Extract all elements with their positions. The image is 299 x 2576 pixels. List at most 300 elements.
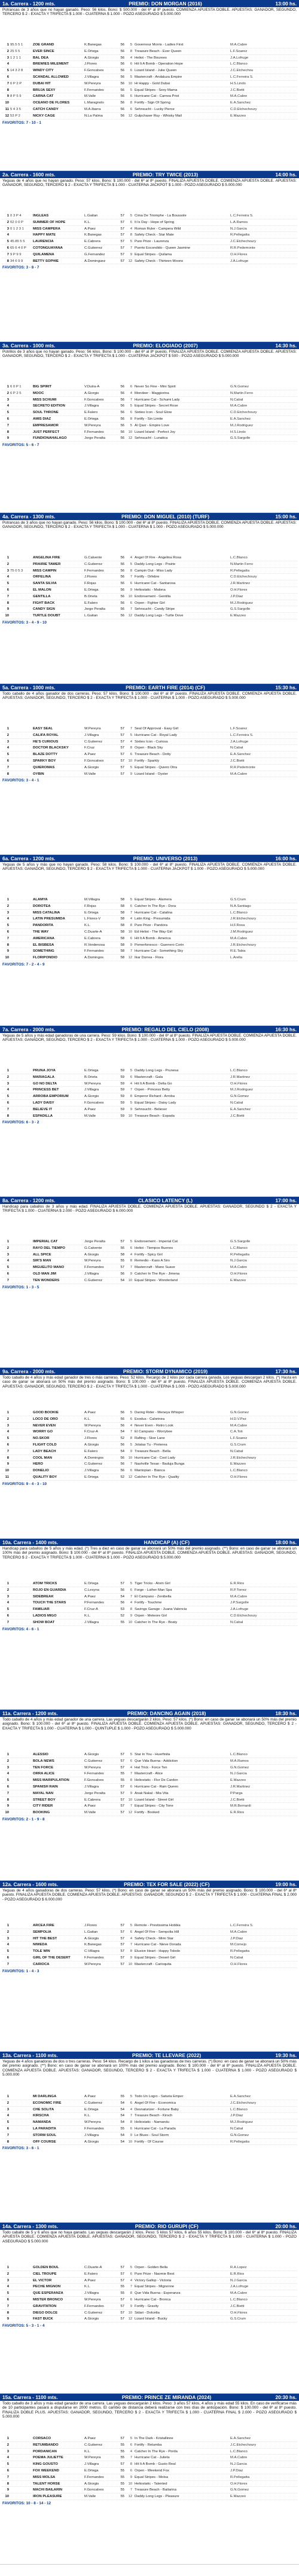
entry-weight: 57 — [120, 2437, 124, 2440]
entry-weight: 56 — [120, 398, 124, 402]
horse-name: MOOC — [33, 391, 44, 395]
entry-weight: 58 — [120, 949, 124, 954]
entry-number: 5 — [7, 411, 9, 415]
entry-pedigree: Elusive Heart - Happy Toledo — [135, 1949, 181, 1954]
entry-weight: 57 — [120, 759, 124, 763]
race-conditions: Todo caballo de 4 años y más edad ganador de tres o más carreras. Peso: 52 kilos. Recargo de 2 kilos por cada carrera ganada. Los yeguas descargan 2 kilos. (*) Hasta en caso de ganar se abonará un 50% más del premio asignado. Bono: $ 100.000 - del 6º al 8º puesto. FINALIZA APUESTA DOBLE. COMIENZA APUESTA DOBLE. APUESTAS: GANADOR, SEGUNDO, TERCERO $ 2 - EXACTA Y TRIFECTA $ 1.000 - CUATERNA $ 1.000 - POZO ASEGURADO $ 5.000.000 — [2, 1376, 297, 1389]
race-favorites: FAVORITOS: 1 - 4 - 3 — [2, 1969, 39, 1973]
entry-weight: 57 — [120, 1759, 124, 1763]
entry-weight: 57 — [120, 1798, 124, 1802]
entry-weight: 58 — [120, 956, 124, 960]
horse-name: KING GOUSTO — [33, 2462, 58, 2467]
horse-name: SCANDAL ALLOWED — [33, 75, 69, 79]
entry-number: 4 — [7, 1943, 9, 1947]
horse-name: CANDY SIGN — [33, 607, 55, 612]
race-header — [0, 0, 299, 7]
entry-weight: 56 — [120, 430, 124, 434]
entry-weight: 56 — [120, 404, 124, 408]
horse-name: CHE SOLITA — [33, 2107, 54, 2111]
race-number: 7a. Carrera - 2000 mts. — [2, 1026, 56, 1032]
entry-odds: 10 — [128, 430, 132, 434]
entry-weight: 56 — [120, 1456, 124, 1460]
entry-row — [2, 232, 297, 239]
entry-pedigree: Hurricane Cat - La Parada — [135, 2126, 176, 2131]
entry-weight: 59 — [120, 1069, 124, 1072]
entry-number: 5 — [7, 2462, 9, 2467]
horse-name: TOUCH THE STARS — [33, 1601, 66, 1605]
race-prize: PREMIO: TE LLEVARE (2022) — [132, 2052, 202, 2058]
entry-odds: 8 — [130, 1608, 132, 1612]
trainer-name: R.Pellegatta — [230, 569, 250, 573]
entry-recent-form — [10, 580, 33, 586]
trainer-name: L.C.Blanco — [230, 1069, 248, 1072]
entry-row — [2, 1765, 297, 1771]
trainer-name: J.M.Rodriguez — [230, 930, 253, 934]
trainer-name: N.Cabal — [230, 1101, 243, 1105]
horse-name: PORDANICAN — [33, 2449, 57, 2453]
entry-weight: 57 — [120, 246, 124, 250]
horse-name: EL VICTOR — [33, 2278, 52, 2282]
race-number: 5a. Carrera - 1000 mts. — [2, 685, 56, 690]
entry-row — [2, 1619, 297, 1626]
entry-weight: 56 — [120, 81, 124, 85]
entry-odds: 8 — [130, 2291, 132, 2296]
entry-pedigree: Daddy Long Legs - Prunesa — [135, 1069, 179, 1072]
entry-number: 5 — [7, 1095, 9, 1099]
entry-pedigree: Campin Out - Miss Lady — [135, 569, 173, 573]
horse-name: DOROTEA — [33, 904, 51, 908]
trainer-name: N.Cabal — [230, 1449, 243, 1453]
race-section — [0, 0, 299, 171]
jockey-name: E.Ortega — [84, 1582, 99, 1585]
entry-row — [2, 2442, 297, 2449]
entry-odds: 7 — [130, 1804, 132, 1808]
entry-row — [2, 1278, 297, 1284]
entry-odds: 4 — [130, 1081, 132, 1086]
entry-pedigree: Exodus - Calorinea — [135, 1417, 165, 1421]
entry-pedigree: Victory Gallop - Victoria — [135, 2278, 172, 2282]
entry-row — [2, 765, 297, 771]
horse-name: CIEL TROUPE — [33, 2272, 57, 2276]
entry-pedigree: Gulpchaser Ruy - Whisky Mail — [135, 114, 182, 118]
entry-recent-form: 8 P 5 9 — [10, 94, 22, 99]
trainer-name: R.A.Lopez — [230, 2266, 247, 2269]
jockey-name: W.Pereyra — [84, 1765, 101, 1770]
trainer-name: N.J.Garcia — [230, 1772, 247, 1776]
entry-weight: 57 — [120, 1582, 124, 1585]
entry-number: 5 — [7, 2291, 9, 2296]
jockey-name: A.Paez — [84, 1107, 96, 1111]
entry-number: 7 — [7, 1449, 9, 1453]
entry-row — [2, 245, 297, 252]
entry-weight: 56 — [120, 1423, 124, 1428]
entry-odds: 8 — [130, 1259, 132, 1263]
entry-odds: 5 — [130, 43, 132, 47]
entry-number: 6 — [7, 2297, 9, 2302]
race-prize: PREMIO: TEX FOR SALE (2022) (CF) — [124, 1881, 210, 1887]
entry-odds: 4 — [130, 2278, 132, 2282]
trainer-name: R.Pellegatta — [230, 2475, 250, 2479]
trainer-name: G.S.Sargolle — [230, 1240, 251, 1243]
horse-name: SOMETHING — [33, 949, 54, 954]
jockey-name: W.Pereyra — [84, 423, 101, 427]
jockey-name: W.Pereyra — [84, 1259, 101, 1263]
entry-recent-form — [10, 1107, 33, 1113]
entry-number: 7 — [7, 1107, 9, 1111]
entry-weight: 56 — [120, 607, 124, 612]
race-conditions: Potrancas de 3 años que no hayan ganado. Peso: 56 kilos. Bono: $ 500.000 - del 6º al 8º puesto. COMIENZA APUESTA DOBLE. APUESTAS: GANADOR, SEGUNDO, TERCERO $ 2 - EXACTA Y TRIFECTA $ 1.000 - CUATERNA $ 1.000 - POZO ASEGURADO $ 5.000.000 — [2, 8, 297, 17]
race-time: 20:00 hs. — [275, 2223, 297, 2229]
jockey-name: F.Fernandes — [84, 1772, 104, 1776]
entry-weight: 54 — [120, 2107, 124, 2111]
horse-name: DOCTOR BLACKSKY — [33, 746, 69, 750]
entry-number: 7 — [7, 1278, 9, 1282]
entry-row — [2, 1771, 297, 1777]
jockey-name: F.Goncalves — [84, 69, 104, 73]
entry-pedigree: Hurricane Cat - Carnea Prist — [135, 94, 179, 99]
entry-row — [2, 1423, 297, 1429]
entry-odds: 9 — [130, 2475, 132, 2479]
trainer-name: J.C.Etchechoury — [230, 240, 257, 244]
entry-weight: 56 — [120, 436, 124, 441]
horse-name: SPARKY BOY — [33, 759, 56, 763]
entry-pedigree: Equal Stripes - Wonderland — [135, 1278, 178, 1282]
entry-weight: 56 — [120, 1246, 124, 1250]
jockey-name: A.Paez — [84, 2278, 96, 2282]
entry-pedigree: Desnaturizer - Fortune Baby — [135, 2107, 179, 2111]
horse-name: EASY SEAL — [33, 727, 53, 731]
entry-weight: 59 — [120, 1081, 124, 1086]
trainer-name: R.Pellegatta — [230, 2140, 250, 2144]
entry-weight: 57 — [120, 746, 124, 750]
entry-recent-form — [10, 897, 33, 903]
entry-weight: 56 — [120, 1588, 124, 1592]
jockey-name: E.Ortega — [84, 2468, 99, 2473]
entry-odds: 4 — [130, 917, 132, 921]
horse-name: SPANISH RAIN — [33, 1784, 58, 1789]
entry-number: 6 — [7, 1955, 9, 1960]
jockey-name: J.Flores — [84, 1437, 97, 1441]
entry-row — [2, 1758, 297, 1765]
entry-recent-form — [10, 1068, 33, 1074]
entry-odds: 8 — [130, 924, 132, 928]
entry-row — [2, 942, 297, 949]
entry-row — [2, 1449, 297, 1455]
trainer-name: E.R.Rios — [230, 1811, 245, 1815]
trainer-name: N.Cabal — [230, 2126, 243, 2131]
entry-odds: 6 — [130, 936, 132, 940]
entry-pedigree: Lizard Island - Juke Queen — [135, 69, 177, 73]
entry-recent-form — [10, 1461, 33, 1467]
entry-pedigree: Anak Nakal - Mia Vita — [135, 1791, 169, 1795]
jockey-name: E.Ortega — [84, 1475, 99, 1479]
entry-number: 3 — [7, 740, 9, 744]
entry-pedigree: Sehnsucht - Lucky Pierce — [135, 107, 175, 111]
jockey-name: A.Paez — [84, 1594, 96, 1599]
entry-row — [2, 594, 297, 600]
entry-weight: 56 — [120, 69, 124, 73]
entry-recent-form — [10, 2265, 33, 2271]
entry-pedigree: Never So Fine - Mini Spirit — [135, 385, 176, 389]
entry-number: 1 — [7, 2095, 9, 2098]
entry-odds: 8 — [130, 2462, 132, 2467]
entry-odds: 6 — [130, 1784, 132, 1789]
horse-name: MISTER BRONCO — [33, 2297, 63, 2302]
entry-recent-form — [10, 739, 33, 745]
entry-number: 1 — [7, 556, 9, 560]
jockey-name: K.L. — [84, 924, 91, 928]
jockey-name: K.L. — [84, 1417, 91, 1421]
jockey-name: C.Gutierrez — [84, 1278, 103, 1282]
entry-weight: 57 — [120, 1266, 124, 1270]
entry-number: 2 — [7, 2443, 9, 2447]
entry-number: 8 — [7, 1114, 9, 1118]
entry-weight: 55 — [120, 2291, 124, 2296]
entry-row — [2, 1461, 297, 1468]
entry-number: 9 — [7, 1462, 9, 1466]
entry-weight: 54 — [120, 2120, 124, 2125]
entry-recent-form — [10, 1474, 33, 1480]
entry-recent-form — [10, 1074, 33, 1080]
race-header — [0, 2223, 299, 2230]
entry-weight: 58 — [120, 917, 124, 921]
entry-recent-form — [10, 1239, 33, 1245]
jockey-name: R.Verdenosa — [84, 943, 105, 947]
entry-pedigree: Mantopian - Bianca — [135, 1469, 165, 1473]
entry-row — [2, 1416, 297, 1423]
entry-weight: 57 — [120, 772, 124, 776]
entry-number: 9 — [7, 436, 9, 441]
entry-pedigree: Hit It A Bomb - America — [135, 936, 171, 940]
entry-odds: 10 — [128, 81, 132, 85]
entry-row — [2, 106, 297, 113]
entry-number: 7 — [7, 252, 9, 256]
entry-pedigree: Emperor Richard - Arroba — [135, 1095, 175, 1099]
trainer-name: H.D.V.Pez — [230, 1417, 246, 1421]
trainer-name: E.A.Sanchez — [230, 417, 251, 421]
trainer-name: G.S.Sargolle — [230, 436, 251, 441]
entry-row — [2, 87, 297, 94]
jockey-name: M.Valle — [84, 2495, 96, 2499]
trainer-name: E.A.Sanchez — [230, 1107, 251, 1111]
entry-odds: 6 — [130, 220, 132, 224]
entries-list — [0, 2094, 299, 2145]
trainer-name: J.C.Bietti — [230, 2304, 245, 2308]
entry-weight: 56 — [120, 1417, 124, 1421]
trainer-name: M.A.Cabre — [230, 404, 248, 408]
trainer-name: L.F.Soarez — [230, 1437, 248, 1441]
entry-number: 10 — [5, 1811, 9, 1815]
entry-pedigree: El Campano - Worrybee — [135, 1430, 173, 1434]
entry-odds: 9 — [130, 943, 132, 947]
race-conditions: Potrillos de 3 años que no hayan ganado. Peso: 56 kilos. Bono: $ 100.000 - del 6º al 8º puesto. FINALIZA APUESTA DOBLE. COMIENZA APUESTA DOBLE. APUESTAS: GANADOR, SEGUNDO, TERCERO $ 2 - EXACTA Y TRIFECTA $ 1.000 - CUATERNA JACKPOT $ 500 - POZO ASEGURADO $ 5.000.000 — [2, 350, 297, 359]
entry-odds: 6 — [130, 62, 132, 66]
race-number: 1a. Carrera - 1200 mts. — [2, 1, 56, 7]
entry-odds: 5 — [130, 1411, 132, 1414]
entry-odds: 10 — [128, 1114, 132, 1118]
horse-name: BOLA NEWS — [33, 1759, 54, 1763]
race-header — [0, 342, 299, 349]
entry-number: 1 — [7, 1240, 9, 1243]
entry-row — [2, 1068, 297, 1074]
entry-pedigree: Roman Ruler - Campera Wild — [135, 227, 181, 231]
entry-row — [2, 771, 297, 778]
race-time: 14:30 hs. — [275, 343, 297, 349]
entry-number: 6 — [7, 1443, 9, 1447]
entry-row — [2, 48, 297, 55]
entry-recent-form — [10, 2468, 33, 2474]
jockey-name: W.Pereyra — [84, 2120, 101, 2125]
entry-odds: 8 — [130, 1095, 132, 1099]
race-number: 2a. Carrera - 1600 mts. — [2, 172, 56, 178]
entry-recent-form: 6 P 2 P — [10, 81, 22, 85]
horse-name: ALL SPICE — [33, 1252, 51, 1257]
entry-pedigree: Fortify - Spicy Girl — [135, 1252, 163, 1257]
entry-number: 1 — [7, 2266, 9, 2269]
entry-pedigree: Endorsement - Imperial Cat — [135, 1240, 178, 1243]
race-conditions: Handicap para caballos de 3 años y más edad. FINALIZA APUESTA DOBLE. COMIENZA APUESTA DOBLE. APUESTAS: GANADOR, SEGUNDO $ 2 - EXACTA Y TRIFECTA $ 1.000 - CUATERNA $ 2.000 - POZO ASEGURADO $ 6.000.000 — [2, 1205, 297, 1214]
entry-pedigree: Hurricane Cat - Something Sky — [135, 949, 184, 954]
entry-recent-form — [10, 1258, 33, 1264]
trainer-name: L.C.Blanco — [230, 2449, 248, 2453]
trainer-name: N.Martin Ferro — [230, 391, 253, 395]
jockey-name: Jorge Peralta — [84, 607, 106, 612]
entry-row — [2, 1107, 297, 1113]
entry-odds: 8 — [130, 49, 132, 53]
horse-name: FIGHT BACK — [33, 601, 55, 605]
horse-name: WINDY CITY — [33, 69, 54, 73]
entry-recent-form — [10, 2297, 33, 2303]
entry-recent-form — [10, 2474, 33, 2480]
entry-recent-form — [10, 1803, 33, 1809]
entry-row — [2, 2494, 297, 2500]
entry-number: 2 — [7, 2272, 9, 2276]
entry-pedigree: Mastercraft - Gala — [135, 1075, 163, 1079]
entry-row — [2, 955, 297, 961]
race-conditions: Handicap para caballos de 5 años y más edad. (*) Tres a diez en caso de ganar se abonará un 50% más del premio asignado. (**) Bono: en caso de ganar se abonará un 100% más del premio asignado. Bono: $ 100.000 - del 6º al 8º puesto. FINALIZA APUESTA DOBLE. COMIENZA APUESTA DOBLE. APUESTAS: GANADOR, SEGUNDO, TERCERO $ 2 - EXACTA Y TRIFECTA $ 1.000 - CUATERNA $ 1.000 - POZO ASEGURADO $ 5.000.000 — [2, 1547, 297, 1560]
entry-number: 7 — [7, 765, 9, 769]
race-header — [0, 684, 299, 691]
entry-weight: 57 — [120, 1924, 124, 1927]
entry-row — [2, 758, 297, 765]
horse-name: AMERICANA — [33, 936, 54, 940]
race-time: 17:30 hs. — [275, 1368, 297, 1374]
trainer-name: O.H.Flores — [230, 1081, 248, 1086]
horse-name: IRON PLEASURE — [33, 2495, 62, 2499]
entry-row — [2, 751, 297, 758]
entry-row — [2, 435, 297, 442]
entry-odds: 6 — [130, 1246, 132, 1250]
jockey-name: J.Villagra — [84, 1469, 99, 1473]
horse-name: BETTY SOPHIE — [33, 259, 59, 263]
entry-number: 3 — [7, 1252, 9, 1257]
entry-odds: 4 — [130, 1936, 132, 1941]
entry-weight: 56 — [120, 385, 124, 389]
entry-number: 2 — [7, 1075, 9, 1079]
entry-pedigree: Fortify - Sin Limite — [135, 417, 163, 421]
jockey-name: A.Giorgis — [84, 2317, 99, 2321]
trainer-name: R.Pellegatta — [230, 1949, 250, 1954]
horse-name: IMPERIAL CAT — [33, 1240, 58, 1243]
entry-pedigree: Mastercraft - Mano Suave — [135, 1266, 175, 1270]
entry-odds: 9 — [130, 588, 132, 592]
entry-row — [2, 574, 297, 580]
trainer-name: G.N.Gomez — [230, 385, 249, 389]
race-header — [0, 2394, 299, 2401]
jockey-name: A.Paez — [84, 227, 96, 231]
race-section — [0, 342, 299, 513]
entry-row — [2, 1923, 297, 1929]
trainer-name: M.J.Rodriguez — [230, 423, 253, 427]
horse-name: ZOE GRAND — [33, 43, 54, 47]
entry-weight: 57 — [120, 2311, 124, 2315]
entry-pedigree: Heliostatic - Namandu — [135, 2120, 169, 2125]
race-section — [0, 1881, 299, 2052]
entry-recent-form — [10, 435, 33, 441]
entry-weight: 55 — [120, 1779, 124, 1783]
entry-recent-form: 95.5 5 1 — [10, 43, 23, 47]
entry-pedigree: It Is Day - Hope of Spring — [135, 220, 175, 224]
horse-name: RETUMBANDO — [33, 2443, 59, 2447]
entry-row — [2, 2481, 297, 2488]
entry-pedigree: Fortify - Sign Of Spring — [135, 101, 170, 105]
horse-name: ALESSIO — [33, 1753, 48, 1756]
entry-recent-form — [10, 1455, 33, 1461]
entry-odds: 6 — [130, 94, 132, 99]
entry-weight: 55 — [120, 2126, 124, 2131]
trainer-name: J.C.Bietti — [230, 88, 245, 92]
horse-name: FUNDIONAHALAGO — [33, 436, 67, 441]
horse-name: COTONGUAYANA — [33, 246, 63, 250]
entry-row — [2, 2113, 297, 2119]
entry-weight: 57 — [120, 1791, 124, 1795]
entry-recent-form: 75 0 5 3 — [10, 569, 23, 573]
entry-recent-form — [10, 2449, 33, 2455]
entry-pedigree: Hurricane Cat - Julieta — [135, 2456, 170, 2460]
entry-number: 8 — [7, 2311, 9, 2315]
entry-number: 1 — [7, 1924, 9, 1927]
entry-number: 5 — [7, 753, 9, 757]
horse-name: TURTLE DOUBT — [33, 614, 60, 618]
entry-number: 4 — [7, 1601, 9, 1605]
entry-row — [2, 93, 297, 100]
jockey-name: L.Maragnolo — [84, 101, 104, 105]
entry-recent-form — [10, 2107, 33, 2113]
jockey-name: F.Fernandes — [84, 430, 104, 434]
horse-name: ROJO EN GUARDIA — [33, 1588, 66, 1592]
race-favorites: FAVORITOS: 9 - 4 - 3 - 10 — [2, 1481, 47, 1486]
race-favorites: FAVORITOS: 10 - 8 - 14 - 12 — [2, 2501, 51, 2505]
entry-row — [2, 1081, 297, 1087]
race-time: 19:30 hs. — [275, 2052, 297, 2058]
entries-list — [0, 1068, 299, 1119]
entry-number: 7 — [7, 81, 9, 85]
entry-number: 6 — [7, 246, 9, 250]
entry-number: 8 — [7, 943, 9, 947]
entry-number: 4 — [7, 233, 9, 237]
entry-row — [2, 2139, 297, 2146]
entry-weight: 55 — [120, 2488, 124, 2492]
horse-name: SUMMER OF HOPE — [33, 220, 66, 224]
trainer-name: L.C.Ferreira S. — [230, 214, 254, 218]
entry-weight: 56 — [120, 1469, 124, 1473]
race-prize: CLASICO LATENCY (L) — [138, 1197, 193, 1203]
trainer-name: H.S.Lindo — [230, 430, 246, 434]
horse-name: NIWEDA — [33, 1943, 47, 1947]
entry-weight: 57 — [120, 1804, 124, 1808]
jockey-name: A.Paez — [84, 753, 96, 757]
entry-number: 8 — [7, 772, 9, 776]
